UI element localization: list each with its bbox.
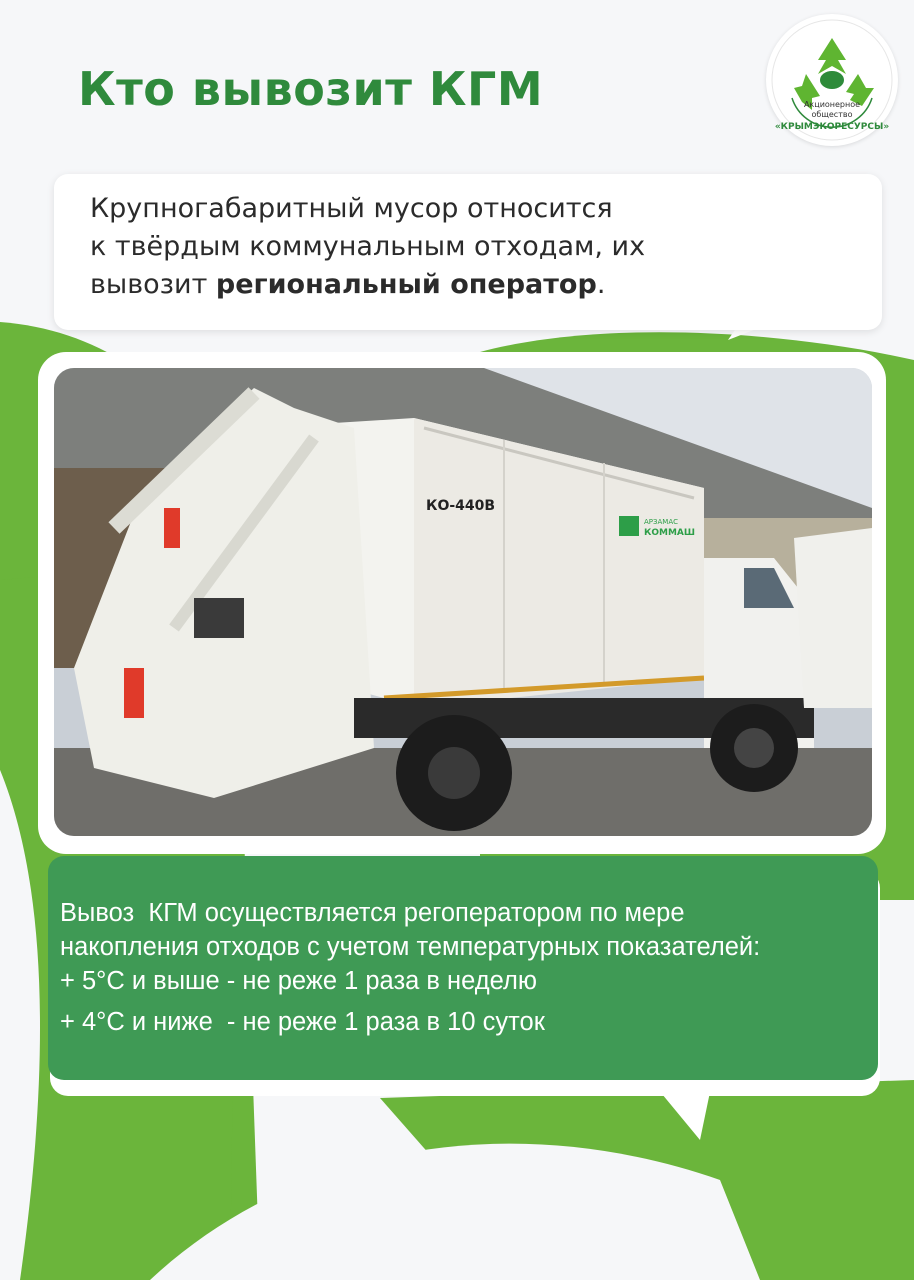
info-line-3: + 5°С и выше - не реже 1 раза в неделю: [60, 967, 537, 995]
truck-illustration: [54, 368, 872, 836]
garbage-truck-photo: [54, 368, 872, 836]
info-box: [48, 856, 878, 1080]
page-title: Кто вывозит КГМ: [78, 62, 544, 116]
logo-text-line1: Акционерное: [803, 100, 861, 109]
info-line-1: Вывоз КГМ осуществляется регоператором по мере: [60, 899, 685, 927]
callout-line-3-suffix: .: [596, 269, 606, 300]
company-logo: [766, 14, 898, 146]
callout-text: [90, 190, 770, 304]
truck-model-label: КО-440В: [426, 498, 496, 514]
truck-brand-sub: АРЗАМАС: [644, 518, 679, 526]
callout-box: [54, 174, 882, 330]
truck-brand-label: КОММАШ: [644, 528, 696, 538]
callout-highlight: региональный оператор: [215, 269, 597, 300]
info-line-4: + 4°С и ниже - не реже 1 раза в 10 суток: [60, 1008, 545, 1036]
callout-line-2: к твёрдым коммунальным отходам, их: [90, 231, 646, 262]
logo-text-line2: общество: [811, 110, 853, 119]
callout-line-1: Крупногабаритный мусор относится: [90, 193, 613, 224]
logo-company-name: «КРЫМЭКОРЕСУРСЫ»: [774, 122, 890, 132]
info-line-2: накопления отходов с учетом температурных показателей:: [60, 933, 761, 961]
callout-line-3-prefix: вывозит: [90, 269, 216, 300]
